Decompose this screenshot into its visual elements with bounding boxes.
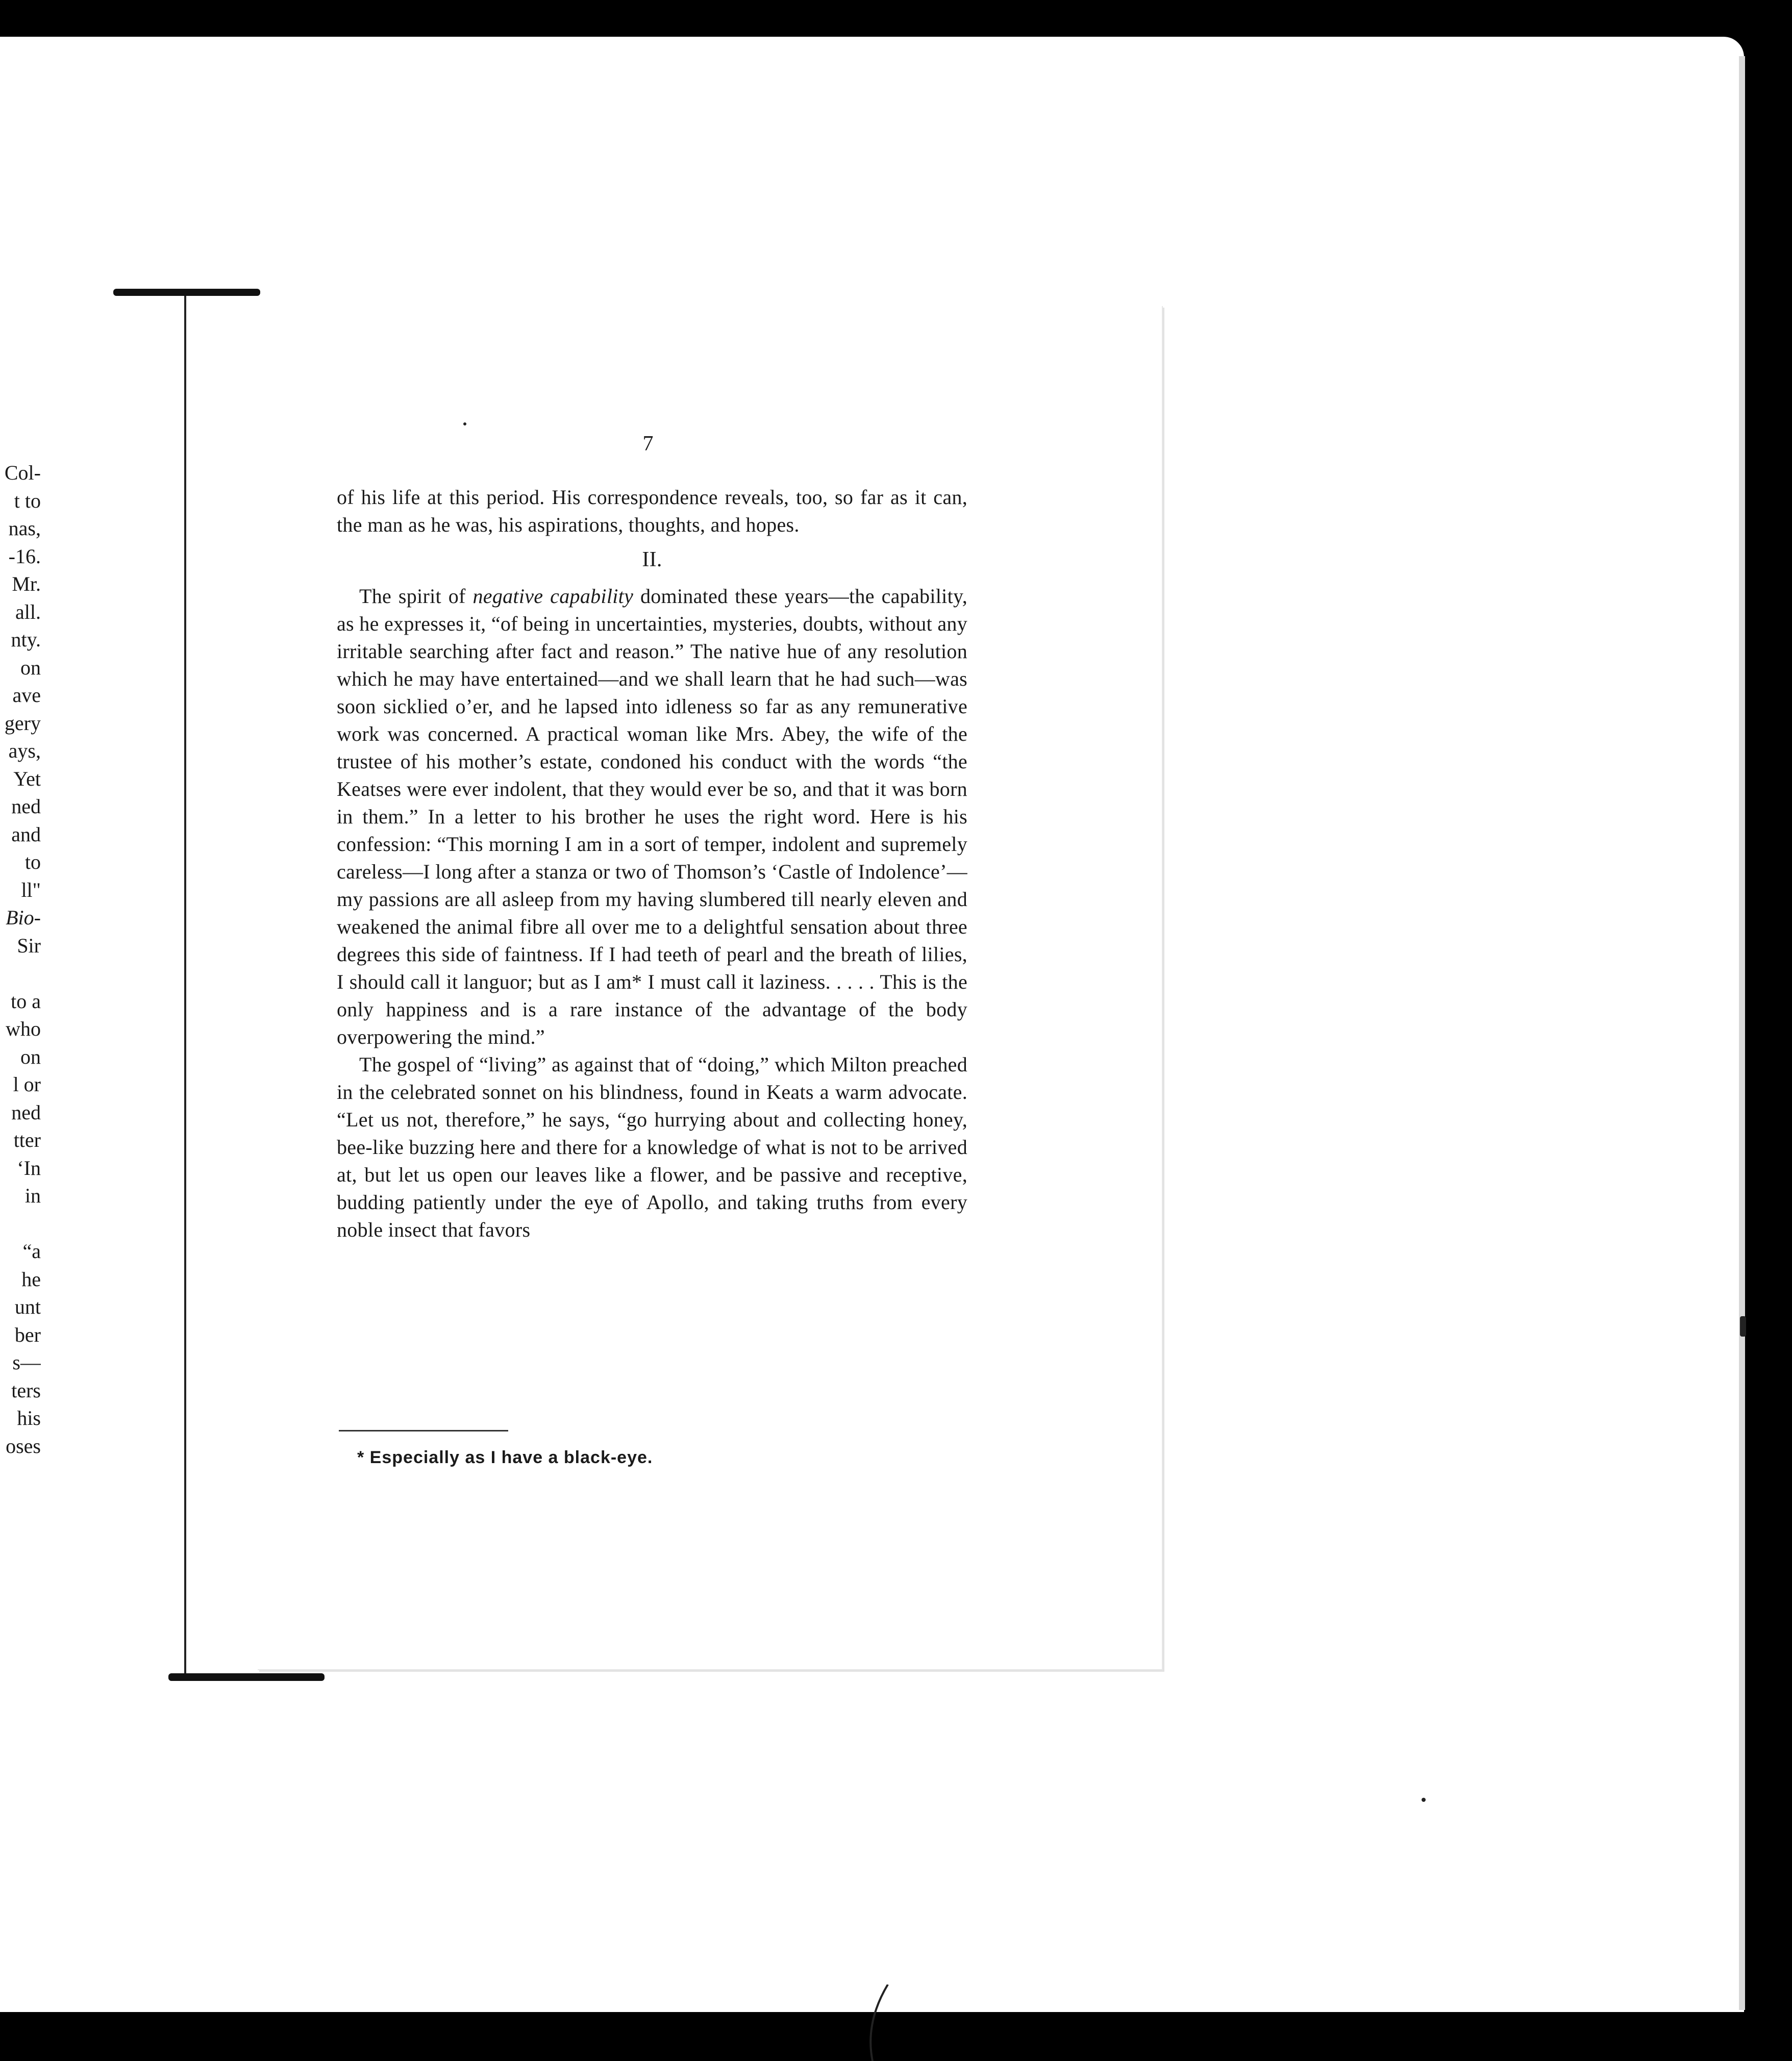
facing-page-line: Yet	[13, 767, 41, 790]
facing-page-line: ned	[11, 795, 41, 818]
facing-page-line: Mr.	[12, 572, 41, 595]
facing-page-line: on	[20, 1045, 41, 1068]
facing-page-line: ll"	[21, 878, 41, 901]
facing-page-line: ters	[11, 1378, 41, 1402]
scan-speck	[463, 422, 466, 425]
facing-page-line: all.	[15, 600, 41, 623]
facing-page-fragments	[0, 459, 41, 1460]
facing-page-line: Sir	[17, 934, 41, 957]
facing-page-line: gery	[4, 711, 41, 735]
facing-page-line: ‘In	[17, 1156, 41, 1179]
facing-page-line: l or	[13, 1073, 41, 1096]
binding-mark-bottom	[168, 1673, 325, 1681]
facing-page-line: “a	[22, 1240, 41, 1263]
facing-page-line: who	[6, 1017, 41, 1040]
facing-page-line: nty.	[11, 628, 41, 651]
footnote-rule	[339, 1430, 508, 1431]
binding-mark-top	[113, 289, 260, 296]
facing-page-line: oses	[6, 1434, 41, 1457]
facing-page-line: ned	[11, 1100, 41, 1124]
facing-page-line: -16.	[8, 544, 41, 568]
facing-page-line	[0, 1210, 41, 1238]
sheet-edge	[1739, 56, 1745, 2010]
facing-page-line: ays,	[8, 739, 41, 762]
paragraph-1-rest: dominated these years—the capability, as he expresses it, “of being in uncertainties, mysteries, doubts, without any irritable searching after fact and reason.” The native hue of any resolution which he may have entertained—and we shall learn that he had such—was soon sicklied o’er, and he lapsed into idleness so far as any remunerative work was concerned. A practical woman like Mrs. Abey, the wife of the trustee of his mother’s estate, condoned his conduct with the words “the Keatses were ever indolent, that they would ever be so, and that it was born in them.” In a letter to his brother he uses the right word. Here is his confession: “This morning I am in a sort of temper, indolent and supremely careless—I long after a stanza or two of Thomson’s ‘Castle of Indolence’—my passions are all asleep from my having slumbered till nearly eleven and weakened the animal fibre all over me to a delightful sensation about three degrees this side of faintness. If I had teeth of pearl and the breath of lilies, I should call it languor; but as I am* I must call it laziness. . . . . This is the only happiness and is a rare instance of the advantage of the body overpowering the mind.”	[337, 585, 967, 1048]
facing-page-line: ber	[14, 1323, 41, 1346]
facing-page-line: ave	[12, 684, 41, 707]
facing-page-line: s—	[12, 1351, 41, 1374]
facing-page-line	[0, 960, 41, 988]
italic-phrase: negative capability	[472, 585, 634, 608]
facing-page-line: on	[20, 656, 41, 679]
facing-page-line: and	[11, 822, 41, 846]
paragraph-negative-capability	[337, 583, 967, 1051]
facing-page-line: t to	[14, 489, 41, 512]
footnote: * Especially as I have a black-eye.	[357, 1448, 653, 1467]
facing-page-line: he	[21, 1267, 41, 1291]
facing-page-line: in	[24, 1184, 41, 1207]
facing-page-line: Bio-	[6, 906, 41, 929]
facing-page-line: Col-	[4, 461, 41, 484]
section-heading: II.	[642, 548, 662, 571]
facing-page-line: to a	[11, 989, 41, 1013]
facing-page-line: his	[17, 1406, 41, 1429]
scan-speck	[1422, 1798, 1426, 1802]
paragraph-1-start: The spirit of	[359, 585, 473, 608]
opening-paragraph: of his life at this period. His correspondence reveals, too, so far as it can, the man as he was, his aspirations, thoughts, and hopes.	[337, 486, 967, 536]
page-number: 7	[642, 432, 654, 456]
facing-page-line: nas,	[8, 517, 41, 540]
paragraph-gospel-of-living: The gospel of “living” as against that of “doing,” which Milton preached in the celebrated sonnet on his blindness, found in Keats a warm advocate. “Let us not, therefore,” he says, “go hurrying about and collecting honey, bee-like buzzing here and there for a knowledge of what is not to be arrived at, but let us open our leaves like a flower, and be passive and receptive, budding patiently under the eye of Apollo, and taking truths from every noble insect that favors	[337, 1053, 967, 1241]
facing-page-line: unt	[14, 1295, 41, 1318]
scan-speck	[1740, 1316, 1746, 1337]
facing-page-line: tter	[13, 1128, 41, 1151]
facing-page-line: to	[24, 850, 41, 873]
body-text	[337, 484, 967, 1244]
scan-edge-curve	[862, 1984, 924, 2061]
binding-line	[184, 296, 186, 1678]
